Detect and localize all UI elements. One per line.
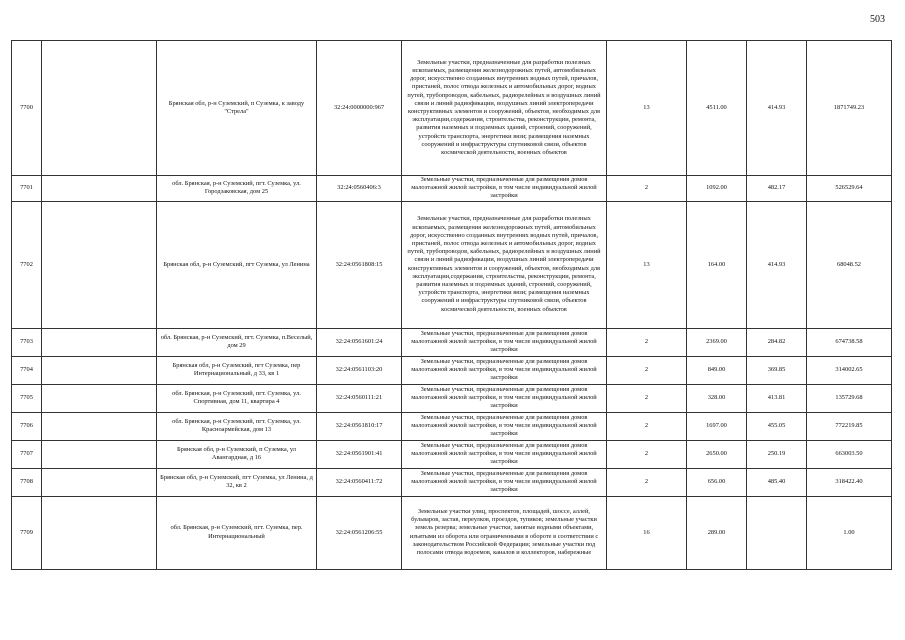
cadastral-value-cell: 1.00 bbox=[807, 496, 892, 569]
row-number: 7702 bbox=[12, 201, 42, 328]
cadastral-number-cell: 32:24:0561808:15 bbox=[317, 201, 402, 328]
blank-cell bbox=[42, 176, 157, 202]
cadastral-value-cell: 1871749.23 bbox=[807, 41, 892, 176]
specific-value-cell bbox=[747, 496, 807, 569]
area-cell: 328.00 bbox=[687, 384, 747, 412]
cadastral-value-cell: 68048.52 bbox=[807, 201, 892, 328]
address-cell: Брянская обл, р-н Суземский, пгт Суземка, ул Ленина bbox=[157, 201, 317, 328]
row-number: 7706 bbox=[12, 412, 42, 440]
land-use-cell: Земельные участки, предназначенные для размещения домов малоэтажной жилой застройки, в том числе индивидуальной жилой застройки bbox=[402, 412, 607, 440]
use-code-cell: 2 bbox=[607, 440, 687, 468]
cadastral-value-cell: 772219.85 bbox=[807, 412, 892, 440]
land-use-cell: Земельные участки, предназначенные для размещения домов малоэтажной жилой застройки, в том числе индивидуальной жилой застройки bbox=[402, 468, 607, 496]
address-cell: обл. Брянская, р-н Суземский, пгт. Суземка, пер. Интернациональный bbox=[157, 496, 317, 569]
area-cell: 1092.00 bbox=[687, 176, 747, 202]
table-row bbox=[12, 496, 892, 569]
row-number: 7703 bbox=[12, 328, 42, 356]
cadastral-value-cell: 663003.50 bbox=[807, 440, 892, 468]
table-row bbox=[12, 468, 892, 496]
table-row bbox=[12, 201, 892, 328]
use-code-cell: 2 bbox=[607, 328, 687, 356]
table-row bbox=[12, 41, 892, 176]
address-cell: обл. Брянская, р-н Суземский, пгт. Суземка, п.Веселый, дом 29 bbox=[157, 328, 317, 356]
blank-cell bbox=[42, 468, 157, 496]
table-row bbox=[12, 328, 892, 356]
cadastral-number-cell: 32:24:0561601:24 bbox=[317, 328, 402, 356]
cadastral-number-cell: 32:24:0560411:72 bbox=[317, 468, 402, 496]
specific-value-cell: 250.19 bbox=[747, 440, 807, 468]
cadastral-number-cell: 32:24:0560406:3 bbox=[317, 176, 402, 202]
use-code-cell: 2 bbox=[607, 412, 687, 440]
area-cell: 656.00 bbox=[687, 468, 747, 496]
table-row bbox=[12, 440, 892, 468]
specific-value-cell: 413.81 bbox=[747, 384, 807, 412]
blank-cell bbox=[42, 412, 157, 440]
area-cell: 289.00 bbox=[687, 496, 747, 569]
blank-cell bbox=[42, 328, 157, 356]
land-use-cell: Земельные участки, предназначенные для размещения домов малоэтажной жилой застройки, в том числе индивидуальной жилой застройки bbox=[402, 384, 607, 412]
table-row bbox=[12, 412, 892, 440]
area-cell: 2650.00 bbox=[687, 440, 747, 468]
cadastral-number-cell: 32:24:0561206:55 bbox=[317, 496, 402, 569]
row-number: 7707 bbox=[12, 440, 42, 468]
area-cell: 1697.00 bbox=[687, 412, 747, 440]
land-use-cell: Земельные участки, предназначенные для размещения домов малоэтажной жилой застройки, в том числе индивидуальной жилой застройки bbox=[402, 328, 607, 356]
use-code-cell: 2 bbox=[607, 176, 687, 202]
blank-cell bbox=[42, 41, 157, 176]
area-cell: 4511.00 bbox=[687, 41, 747, 176]
cadastral-value-cell: 318422.40 bbox=[807, 468, 892, 496]
use-code-cell: 16 bbox=[607, 496, 687, 569]
address-cell: Брянская обл, р-н Суземский, пгт Суземка, ул Ленина, д 32, кв 2 bbox=[157, 468, 317, 496]
specific-value-cell: 414.93 bbox=[747, 201, 807, 328]
address-cell: Брянская обл, р-н Суземский, п Суземка, ул Авангардная, д 16 bbox=[157, 440, 317, 468]
cadastral-number-cell: 32:24:0000000:967 bbox=[317, 41, 402, 176]
use-code-cell: 2 bbox=[607, 356, 687, 384]
blank-cell bbox=[42, 384, 157, 412]
blank-cell bbox=[42, 356, 157, 384]
row-number: 7705 bbox=[12, 384, 42, 412]
use-code-cell: 2 bbox=[607, 468, 687, 496]
table-row bbox=[12, 356, 892, 384]
use-code-cell: 13 bbox=[607, 201, 687, 328]
specific-value-cell: 284.82 bbox=[747, 328, 807, 356]
land-use-cell: Земельные участки, предназначенные для разработки полезных ископаемых, размещения железнодорожных путей, автомобильных дорог, искусственно созданных внутренних водных путей, причалов, пристаней, полос отвода железных и автомобильных дорог, водных путей, трубопроводов, кабельных, радиорелейных и воздушных линий связи и линий радиофикации, воздушных линий электропередачи конструктивных элементов и сооружений, объектов, необходимых для эксплуатации,содержания, строительства, реконструкции, ремонта, развития наземных и подземных зданий, строений, сооружений, устройств транспорта, энергетики вязи; размещения наземных сооружений и инфраструктуры спутниковой связи, объектов космической деятельности, военных объектов bbox=[402, 201, 607, 328]
row-number: 7701 bbox=[12, 176, 42, 202]
specific-value-cell: 482.17 bbox=[747, 176, 807, 202]
land-use-cell: Земельные участки, предназначенные для размещения домов малоэтажной жилой застройки, в том числе индивидуальной жилой застройки bbox=[402, 440, 607, 468]
address-cell: Брянская обл, р-н Суземский, пгт Суземка, пер Интернациональный, д 33, кв 1 bbox=[157, 356, 317, 384]
cadastral-value-cell: 135729.68 bbox=[807, 384, 892, 412]
specific-value-cell: 414.93 bbox=[747, 41, 807, 176]
blank-cell bbox=[42, 440, 157, 468]
area-cell: 849.00 bbox=[687, 356, 747, 384]
use-code-cell: 13 bbox=[607, 41, 687, 176]
row-number: 7709 bbox=[12, 496, 42, 569]
table-row bbox=[12, 384, 892, 412]
land-use-cell: Земельные участки, предназначенные для размещения домов малоэтажной жилой застройки, в том числе индивидуальной жилой застройки bbox=[402, 176, 607, 202]
specific-value-cell: 485.40 bbox=[747, 468, 807, 496]
cadastral-value-cell: 526529.64 bbox=[807, 176, 892, 202]
area-cell: 164.00 bbox=[687, 201, 747, 328]
area-cell: 2369.00 bbox=[687, 328, 747, 356]
cadastral-number-cell: 32:24:0561810:17 bbox=[317, 412, 402, 440]
specific-value-cell: 455.05 bbox=[747, 412, 807, 440]
blank-cell bbox=[42, 201, 157, 328]
address-cell: Брянская обл, р-н Суземский, п Суземка, к заводу "Стрела" bbox=[157, 41, 317, 176]
cadastral-value-cell: 314002.65 bbox=[807, 356, 892, 384]
cadastral-number-cell: 32:24:0561901:41 bbox=[317, 440, 402, 468]
specific-value-cell: 369.85 bbox=[747, 356, 807, 384]
address-cell: обл. Брянская, р-н Суземский, пгт. Суземка, ул. Городзаковская, дом 25 bbox=[157, 176, 317, 202]
cadastral-number-cell: 32:24:0560111:21 bbox=[317, 384, 402, 412]
table-row bbox=[12, 176, 892, 202]
address-cell: обл. Брянская, р-н Суземский, пгт. Суземка, ул. Красноармейская, дом 13 bbox=[157, 412, 317, 440]
blank-cell bbox=[42, 496, 157, 569]
page-number: 503 bbox=[870, 14, 885, 25]
row-number: 7700 bbox=[12, 41, 42, 176]
land-use-cell: Земельные участки, предназначенные для разработки полезных ископаемых, размещения железнодорожных путей, автомобильных дорог, искусственно созданных внутренних водных путей, причалов, пристаней, полос отвода железных и автомобильных дорог, водных путей, трубопроводов, кабельных, радиорелейных и воздушных линий связи и линий радиофикации, воздушных линий электропередачи конструктивных элементов и сооружений, объектов, необходимых для эксплуатации,содержания, строительства, реконструкции, ремонта, развития наземных и подземных зданий, строений, сооружений, устройств транспорта, энергетики вязи; размещения наземных сооружений и инфраструктуры спутниковой связи, объектов космической деятельности, военных объектов bbox=[402, 41, 607, 176]
cadastral-value-cell: 674738.58 bbox=[807, 328, 892, 356]
land-use-cell: Земельные участки улиц, проспектов, площадей, шоссе, аллей, бульваров, застав, переулков, проездов, тупиков; земельные участки земель резерва; земельные участки, занятые водными объектами, изъятыми из оборота или ограниченными в обороте в соответствии с законодательством Российской Федерации; земельные участки под полосами отвода водоемов, каналов и коллекторов, набережные bbox=[402, 496, 607, 569]
cadastral-value-table bbox=[11, 40, 892, 570]
address-cell: обл. Брянская, р-н Суземский, пгт. Суземка, ул. Спортивная, дом 11, квартира 4 bbox=[157, 384, 317, 412]
use-code-cell: 2 bbox=[607, 384, 687, 412]
row-number: 7704 bbox=[12, 356, 42, 384]
land-use-cell: Земельные участки, предназначенные для размещения домов малоэтажной жилой застройки, в том числе индивидуальной жилой застройки bbox=[402, 356, 607, 384]
row-number: 7708 bbox=[12, 468, 42, 496]
cadastral-number-cell: 32:24:0561103:20 bbox=[317, 356, 402, 384]
